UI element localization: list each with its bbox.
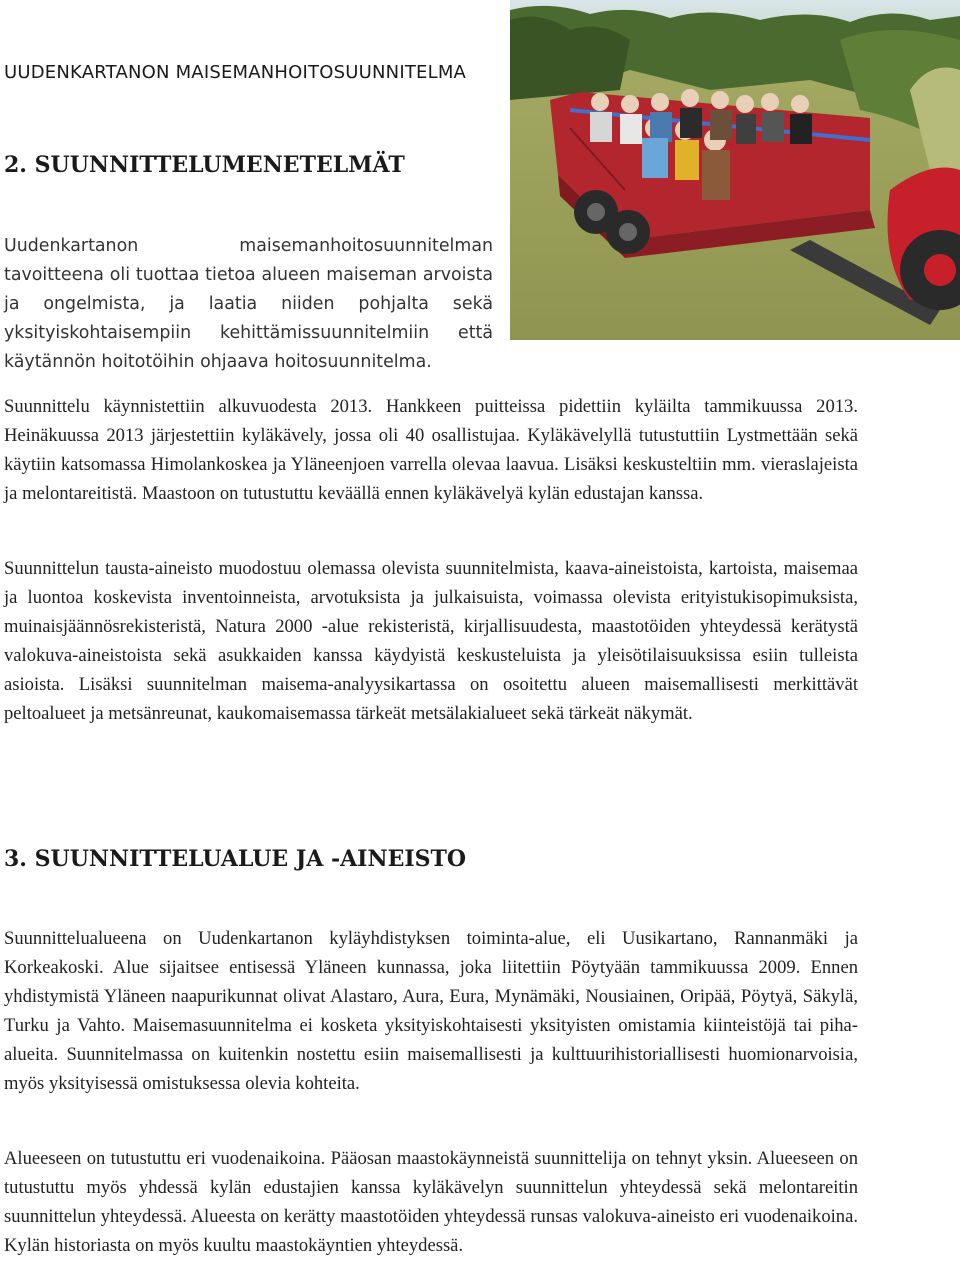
section-3-paragraph-2: Alueeseen on tutustuttu eri vuodenaikoina. Pääosan maastokäynneistä suunnittelija on tehnyt yksin. Alueeseen on tutustuttu myös yhdessä kylän edustajien kanssa kyläkävelyn suunnittelun yhteydessä sekä melontareitin suunnittelun yhteydessä. Alueesta on kerätty maastotöiden yhteydessä runsas valokuva-aineisto eri vuodenaikoina. Kylän historiasta on myös kuultu maastokäyntien yhteydessä.	[4, 1148, 858, 1256]
section-2-paragraph-2: Suunnittelun tausta-aineisto muodostuu olemassa olevista suunnitelmista, kaava-aineistoista, kartoista, maisemaa ja luontoa koskevista inventoinneista, arvotuksista ja julkaisuista, voimassa olevista erityistukisopimuksista, muinaisjäännösrekisteristä, Natura 2000 -alue rekisteristä, kirjallisuudesta, maastotöiden yhteydessä kerätystä valokuva-aineistoista sekä asukkaiden kanssa käydyistä keskusteluista ja yleisötilaisuuksissa esiin tulleista asioista. Lisäksi suunnitelman maisema-analyysikartassa on osoitettu alueen maisemallisesti merkittävät peltoalueet ja metsänreunat, kaukomaisemassa tärkeät metsälakialueet sekä tärkeät näkymät.	[4, 558, 858, 724]
section-2-intro-paragraph: Uudenkartanon maisemanhoitosuunnitelman tavoitteena oli tuottaa tietoa alueen maiseman arvoista ja ongelmista, ja laatia niiden pohjalta sekä yksityiskohtaisempiin kehittämissuunnitelmiin että käytännön hoitotöihin ohjaava hoitosuunnitelma.	[4, 236, 493, 372]
document-header: UUDENKARTANON MAISEMANHOITOSUUNNITELMA	[4, 62, 467, 83]
section-3-heading: 3. SUUNNITTELUALUE JA -AINEISTO	[4, 846, 467, 872]
wagon-ride-photo	[510, 0, 960, 340]
section-2-paragraph-1: Suunnittelu käynnistettiin alkuvuodesta 2013. Hankkeen puitteissa pidettiin kyläilta tammikuussa 2013. Heinäkuussa 2013 järjestettiin kyläkävely, jossa oli 40 osallistujaa. Kyläkävelyllä tutustuttiin Lystmettään sekä käytiin katsomassa Himolankoskea ja Yläneenjoen varrella olevaa laavua. Lisäksi keskusteltiin mm. vieraslajeista ja melontareitistä. Maastoon on tutustuttu keväällä ennen kyläkävelyä kylän edustajan kanssa.	[4, 396, 858, 504]
section-3-paragraph-1: Suunnittelualueena on Uudenkartanon kyläyhdistyksen toiminta-alue, eli Uusikartano, Rannanmäki ja Korkeakoski. Alue sijaitsee entisessä Yläneen kunnassa, joka liitettiin Pöytyään tammikuussa 2009. Ennen yhdistymistä Yläneen naapurikunnat olivat Alastaro, Aura, Eura, Mynämäki, Nousiainen, Oripää, Pöytyä, Säkylä, Turku ja Vahto. Maisemasuunnitelma ei kosketa yksityiskohtaisesti yksityisten omistamia kiinteistöjä tai piha-alueita. Suunnitelmassa on kuitenkin nostettu esiin maisemallisesti ja kulttuurihistoriallisesti huomionarvoisia, myös yksityisessä omistuksessa olevia kohteita.	[4, 928, 858, 1094]
section-2-heading: 2. SUUNNITTELUMENETELMÄT	[4, 152, 405, 178]
